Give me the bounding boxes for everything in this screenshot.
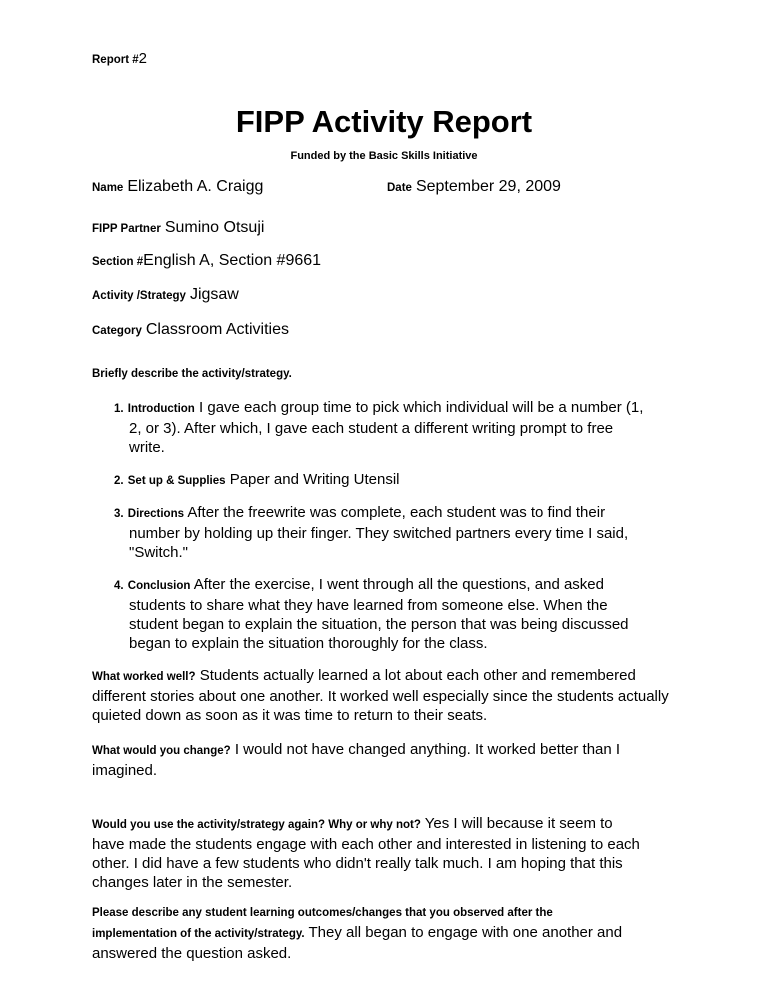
worked-well-text: different stories about one another. It worked well especially since the students actually: [92, 688, 669, 705]
date-field: [387, 178, 561, 196]
section-label: Section #: [92, 256, 144, 268]
step-text: student began to explain the situation, the person that was being discussed: [129, 616, 629, 633]
page-subtitle: Funded by the Basic Skills Initiative: [290, 150, 478, 162]
partner-value: Sumino Otsuji: [164, 219, 265, 236]
step-item: [114, 398, 684, 457]
change-section: [92, 740, 620, 780]
step-label: Set up & Supplies: [127, 475, 226, 487]
outcomes-label: Please describe any student learning outcomes/changes that you observed after the: [92, 907, 553, 919]
step-number: 3.: [114, 508, 124, 520]
worked-well-text: Students actually learned a lot about each other and remembered: [199, 667, 636, 684]
step-number: 1.: [114, 403, 124, 415]
step-label: Conclusion: [127, 580, 191, 592]
outcomes-section: [92, 902, 622, 963]
category-value: Classroom Activities: [145, 321, 290, 338]
step-label: Introduction: [127, 403, 195, 415]
use-again-text: have made the students engage with each other and interested in listening to each: [92, 836, 640, 853]
partner-label: FIPP Partner: [92, 223, 161, 235]
step-text: I gave each group time to pick which individual will be a number (1,: [199, 399, 644, 416]
use-again-text: changes later in the semester.: [92, 874, 293, 891]
step-text: number by holding up their finger. They switched partners every time I said,: [129, 525, 629, 542]
step-item: [114, 470, 684, 491]
step-number: 2.: [114, 475, 124, 487]
step-text: students to share what they have learned from someone else. When the: [129, 597, 608, 614]
step-text: write.: [129, 439, 165, 456]
name-value: Elizabeth A. Craigg: [127, 178, 264, 195]
name-label: Name: [92, 182, 124, 194]
step-text: "Switch.": [129, 544, 188, 561]
outcomes-text: answered the question asked.: [92, 945, 292, 962]
section-field: [92, 252, 321, 270]
activity-label: Activity /Strategy: [92, 290, 186, 302]
outcomes-label: implementation of the activity/strategy.: [92, 928, 305, 940]
change-text: I would not have changed anything. It worked better than I: [234, 741, 621, 758]
step-label: Directions: [127, 508, 185, 520]
step-text: After the exercise, I went through all the questions, and asked: [193, 576, 604, 593]
step-item: [114, 503, 684, 562]
worked-well-text: quieted down as soon as it was time to return to their seats.: [92, 707, 488, 724]
step-item: [114, 575, 684, 653]
category-label: Category: [92, 325, 142, 337]
step-text: After the freewrite was complete, each student was to find their: [187, 504, 606, 521]
use-again-label: Would you use the activity/strategy again? Why or why not?: [92, 819, 421, 831]
category-field: [92, 321, 289, 339]
date-label: Date: [387, 182, 412, 194]
report-number-line: [92, 50, 147, 68]
change-label: What would you change?: [92, 745, 231, 757]
step-text: Paper and Writing Utensil: [229, 471, 400, 488]
step-text: began to explain the situation thoroughly for the class.: [129, 635, 488, 652]
partner-field: [92, 219, 264, 237]
use-again-section: [92, 814, 640, 892]
step-number: 4.: [114, 580, 124, 592]
use-again-text: other. I did have a few students who didn't really talk much. I am hoping that this: [92, 855, 623, 872]
activity-value: Jigsaw: [189, 286, 239, 303]
date-value: September 29, 2009: [415, 178, 561, 195]
name-field: [92, 178, 263, 196]
step-text: 2, or 3). After which, I gave each student a different writing prompt to free: [129, 420, 614, 437]
report-label: Report #: [92, 54, 139, 66]
describe-heading: Briefly describe the activity/strategy.: [92, 368, 292, 380]
use-again-text: Yes I will because it seem to: [424, 815, 613, 832]
page-title: FIPP Activity Report: [235, 104, 533, 139]
worked-well-section: [92, 666, 669, 725]
outcomes-text: They all began to engage with one another and: [308, 924, 623, 941]
worked-well-label: What worked well?: [92, 671, 196, 683]
change-text: imagined.: [92, 762, 158, 779]
activity-field: [92, 286, 239, 304]
section-value: English A, Section #9661: [143, 252, 322, 269]
report-number: 2: [138, 50, 147, 67]
